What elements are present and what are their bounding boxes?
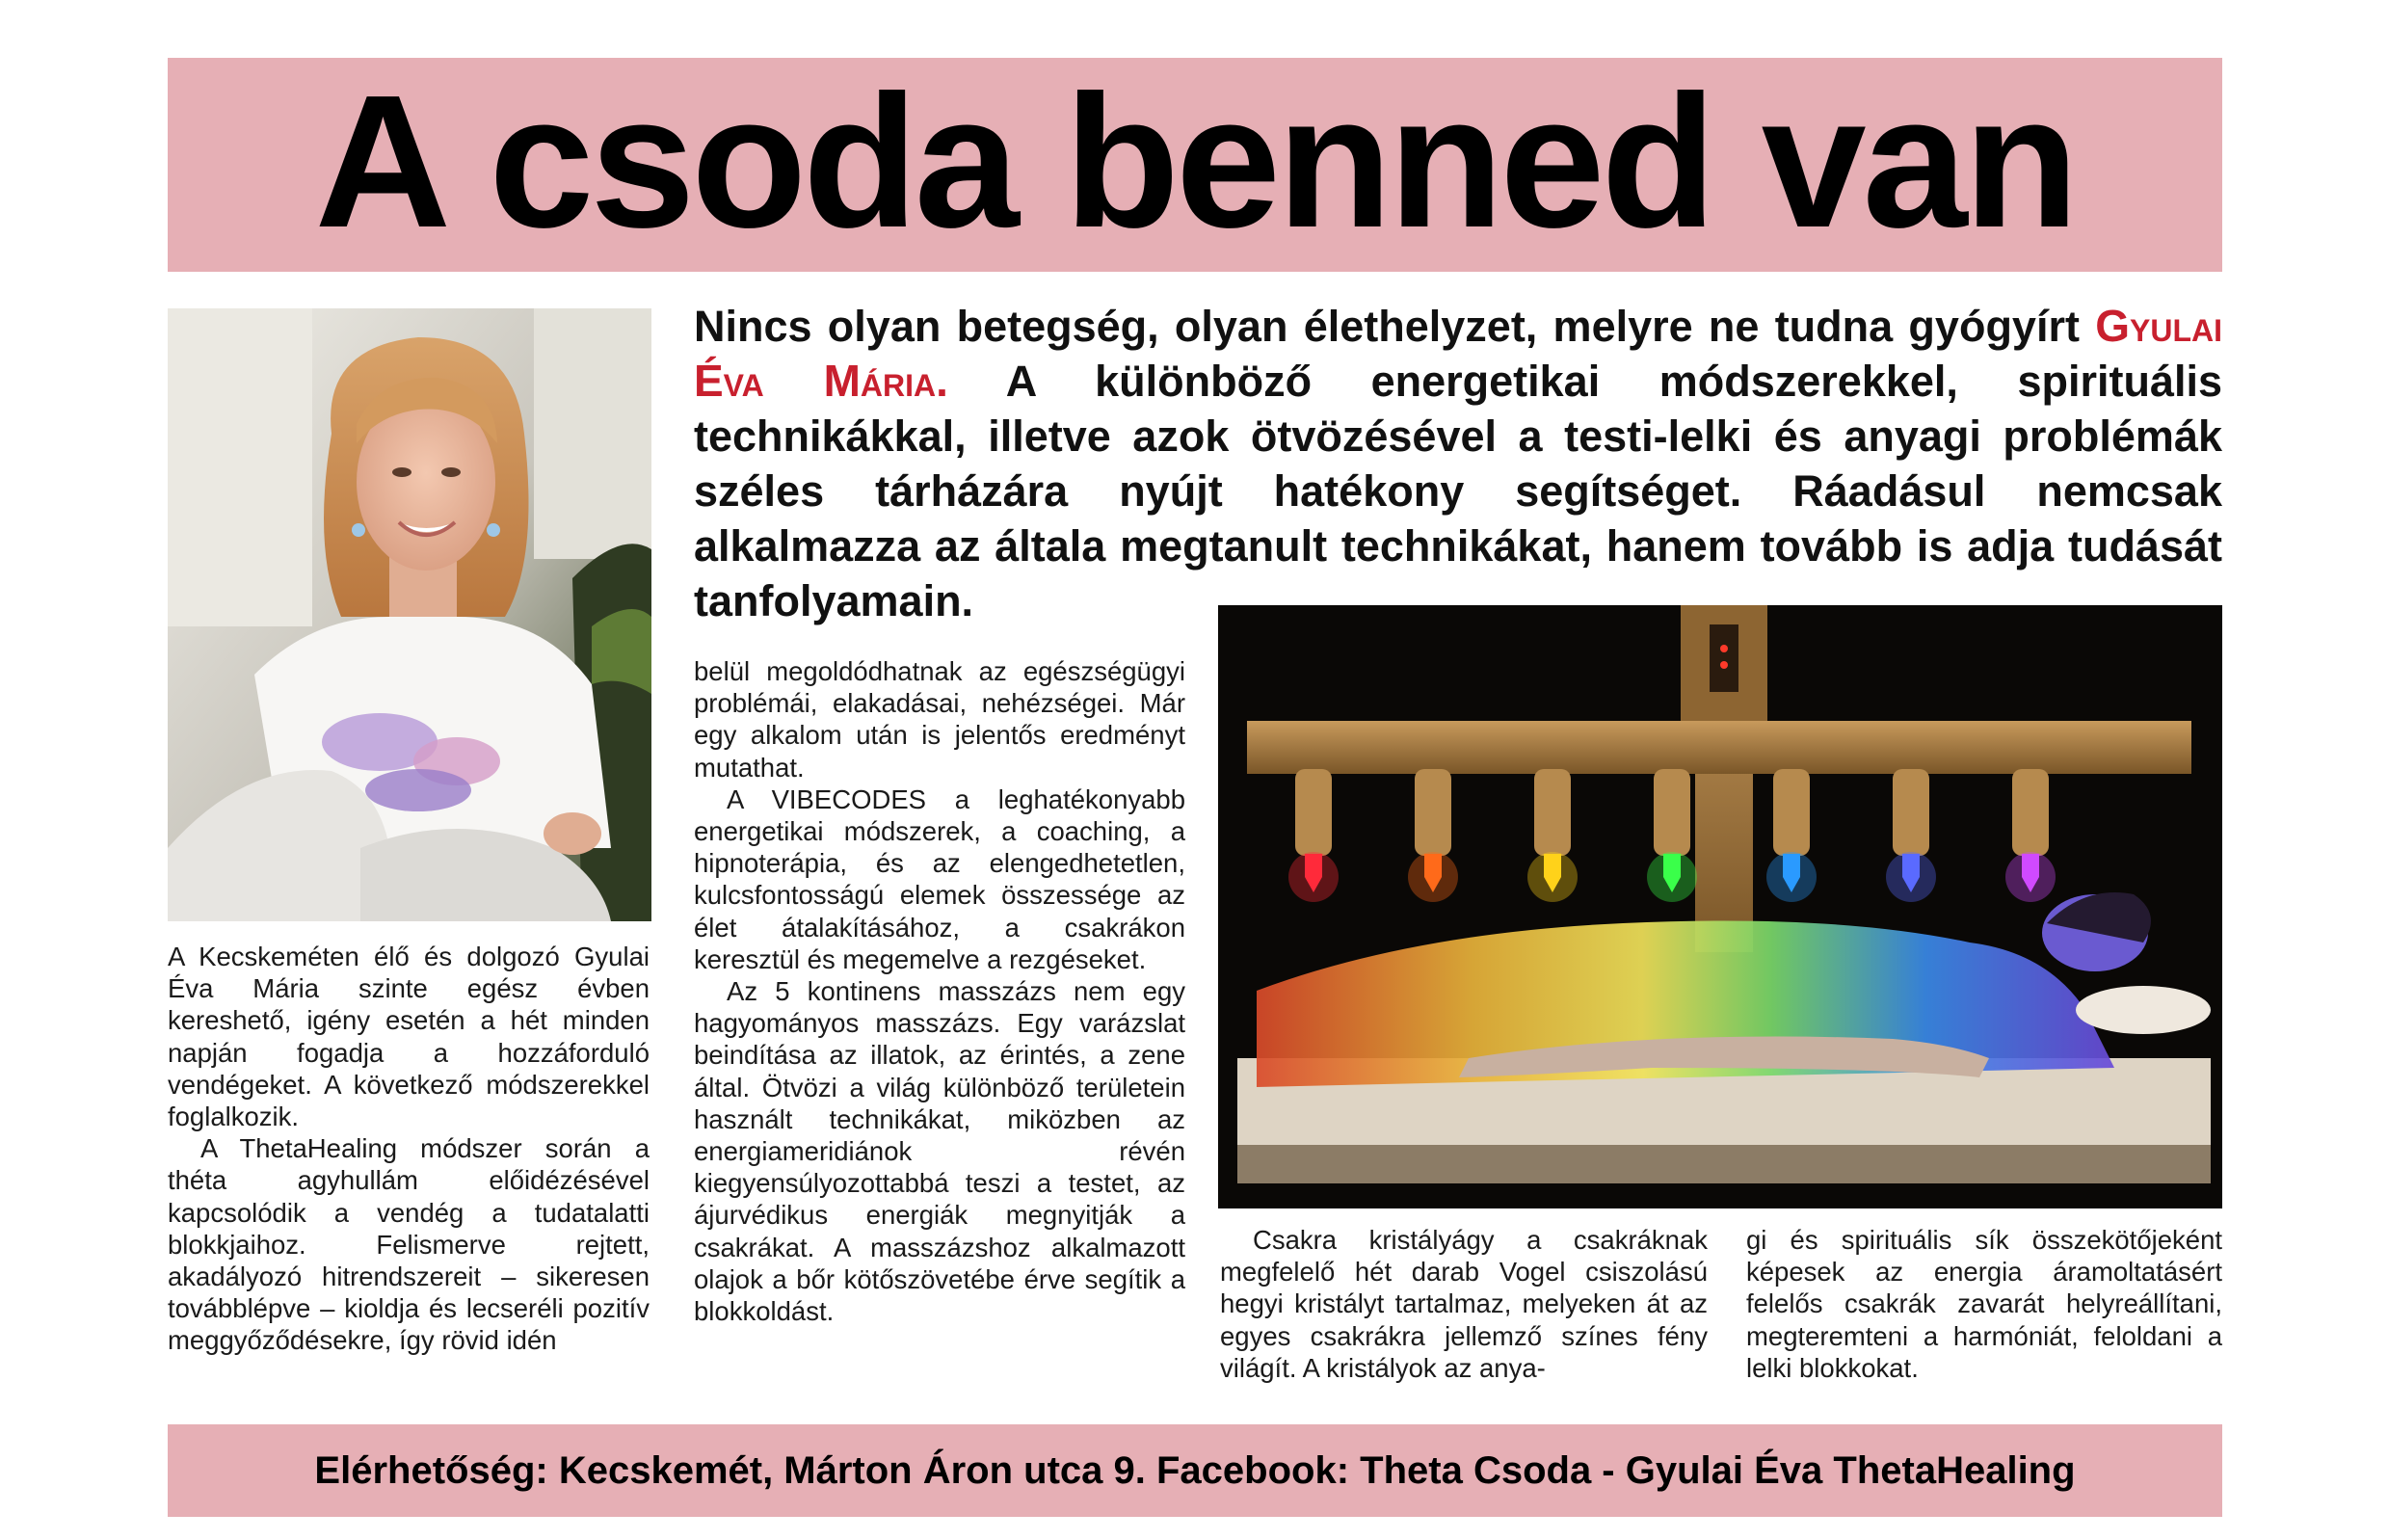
column1-paragraph-2: A ThetaHealing módszer során a théta agyhullám előidézésével kapcsolódik a vendég a tudatalatti blokkjaihoz. Felismerve rejtett, akadályozó hitrendszereit – sikeresen továbblépve – kioldja és lecseréli pozitív meggyőződésekre, így rövid idén (168, 1133, 650, 1356)
text-column-1 (168, 941, 650, 1357)
headline: A csoda benned van (314, 56, 2076, 267)
lead-text-start: Nincs olyan betegség, olyan élethelyzet, melyre ne tudna gyógyírt (694, 302, 2096, 351)
column2-paragraph-1: belül megoldódhatnak az egészségügyi problémái, elakadásai, nehézségei. Már egy alkalom után is jelentős eredményt mutathat. (694, 656, 1185, 783)
column3-paragraph-1: Csakra kristályágy a csakráknak megfelelő hét darab Vogel csiszolású hegyi kristályt tartalmaz, melyeken át az egyes csakrákra jellemző színes fény világít. A kristályok az anya- (1220, 1225, 1708, 1383)
crystal-bed-photo (1218, 605, 2222, 1208)
text-column-2 (694, 655, 1185, 1327)
column1-paragraph-1: A Kecskeméten élő és dolgozó Gyulai Éva Mária szinte egész évben kereshető, igény esetén a hét minden napján fogadja a hozzáforduló vendégeket. A következő módszerekkel foglalkozik. (168, 942, 650, 1132)
portrait-illustration (168, 308, 651, 921)
contact-footer (168, 1424, 2222, 1517)
person-name: Gyulai Éva Mária. (694, 301, 2222, 406)
column2-paragraph-2: A VIBECODES a leghatékonyabb energetikai módszerek, a coaching, a hipnoterápia, és az elengedhetetlen, kulcsfontosságú elemek összessége az élet átalakításához, a csakrákon keresztül és megemelve a rezgéseket. (694, 783, 1185, 974)
headline-banner (168, 58, 2222, 272)
text-column-4 (1746, 1224, 2222, 1384)
crystal-bed-illustration (1218, 605, 2222, 1208)
portrait-photo (168, 308, 651, 921)
text-column-3 (1220, 1224, 1708, 1384)
column2-paragraph-3: Az 5 kontinens masszázs nem egy hagyományos masszázs. Egy varázslat beindítása az illatok, az érintés, a zene által. Ötvözi a világ különböző területein használt technikákat, miközben az energiameridiánok révén kiegyensúlyozottabbá teszi a testet, az ájurvédikus energiák megnyitják a csakrákat. A masszázshoz alkalmazott olajok a bőr kötőszövetébe érve segítik a blokkoldást. (694, 976, 1185, 1327)
column4-paragraph-1: gi és spirituális sík összekötőjeként képesek az energia áramoltatásért felelős csakrák zavarát helyreállítani, megteremteni a harmóniát, feloldani a lelki blokkokat. (1746, 1225, 2222, 1383)
contact-text: Elérhetőség: Kecskemét, Márton Áron utca 9. Facebook: Theta Csoda - Gyulai Éva ThetaHealing (314, 1448, 2076, 1492)
lead-paragraph (694, 299, 2222, 628)
lead-text-end: A különböző energetikai módszerekkel, spirituális technikákkal, illetve azok ötvözésével a testi-lelki és anyagi problémák széles tárházára nyújt hatékony segítséget. Ráadásul nemcsak alkalmazza az általa megtanult technikákat, hanem tovább is adja tudását tanfolyamain. (694, 357, 2223, 625)
